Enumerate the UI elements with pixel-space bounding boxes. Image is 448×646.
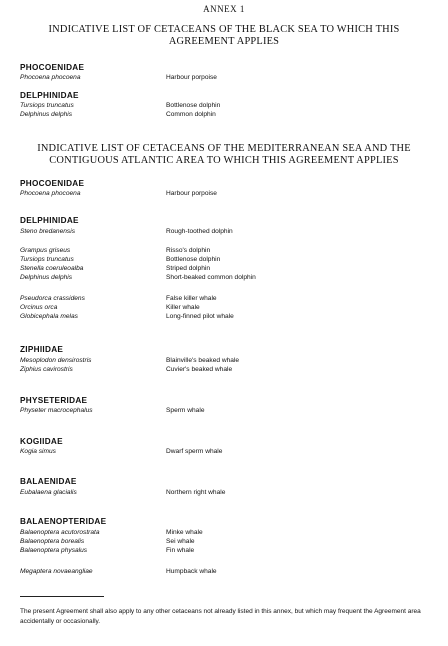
species-row <box>20 189 440 198</box>
family-heading: PHYSETERIDAE <box>20 396 88 405</box>
scientific-name: Balaenoptera acutorostrata <box>20 529 100 536</box>
species-row <box>20 246 440 255</box>
species-row <box>20 312 440 321</box>
common-name: Harbour porpoise <box>166 190 217 197</box>
common-name: Northern right whale <box>166 489 226 496</box>
footnote-rule <box>20 596 104 597</box>
common-name: Dwarf sperm whale <box>166 448 223 455</box>
common-name: Blainville's beaked whale <box>166 357 240 364</box>
common-name: Bottlenose dolphin <box>166 256 221 263</box>
scientific-name: Balaenoptera physalus <box>20 547 88 554</box>
common-name: Long-finned pilot whale <box>166 313 234 320</box>
annex-title: ANNEX 1 <box>203 4 245 14</box>
species-row <box>20 546 440 555</box>
scientific-name: Kogia simus <box>20 448 56 455</box>
family-heading: DELPHINIDAE <box>20 91 79 100</box>
common-name: Killer whale <box>166 304 200 311</box>
species-row <box>20 294 440 303</box>
scientific-name: Grampus griseus <box>20 247 71 254</box>
species-row <box>20 488 440 497</box>
species-row <box>20 356 440 365</box>
scientific-name: Stenella coeruleoalba <box>20 265 84 272</box>
footnote: The present Agreement shall also apply to any other cetaceans not already listed in this annex, but which may frequent the Agreement area accidentally or occasionally. <box>20 608 421 625</box>
scientific-name: Orcinus orca <box>20 304 58 311</box>
common-name: Sei whale <box>166 538 195 545</box>
scientific-name: Tursiops truncatus <box>20 102 74 109</box>
species-row <box>20 255 440 264</box>
family-heading: ZIPHIIDAE <box>20 345 64 354</box>
species-row <box>20 73 440 82</box>
common-name: Bottlenose dolphin <box>166 102 221 109</box>
species-row <box>20 273 440 282</box>
species-row <box>20 101 440 110</box>
scientific-name: Delphinus delphis <box>20 274 73 281</box>
common-name: Sperm whale <box>166 407 205 414</box>
species-row <box>20 227 440 236</box>
family-heading: BALAENIDAE <box>20 477 77 486</box>
species-row <box>20 303 440 312</box>
common-name: Harbour porpoise <box>166 74 217 81</box>
scientific-name: Eubalaena glacialis <box>20 489 77 496</box>
species-row <box>20 406 440 415</box>
common-name: Fin whale <box>166 547 195 554</box>
mediterranean-heading: INDICATIVE LIST OF CETACEANS OF THE MEDITERRANEAN SEA AND THE CONTIGUOUS ATLANTIC AREA TO WHICH THIS AGREEMENT APPLIES <box>37 143 411 166</box>
common-name: Minke whale <box>166 529 203 536</box>
family-heading: PHOCOENIDAE <box>20 179 85 188</box>
scientific-name: Steno bredanensis <box>20 228 75 235</box>
species-row <box>20 110 440 119</box>
scientific-name: Ziphius cavirostris <box>20 366 73 373</box>
scientific-name: Phocoena phocoena <box>20 190 81 197</box>
common-name: Humpback whale <box>166 568 217 575</box>
black-sea-heading: INDICATIVE LIST OF CETACEANS OF THE BLACK SEA TO WHICH THIS AGREEMENT APPLIES <box>48 24 400 47</box>
scientific-name: Mesoplodon densirostris <box>20 357 92 364</box>
common-name: Short-beaked common dolphin <box>166 274 256 281</box>
species-row <box>20 567 440 576</box>
common-name: Cuvier's beaked whale <box>166 366 233 373</box>
family-heading: DELPHINIDAE <box>20 216 79 225</box>
common-name: Common dolphin <box>166 111 216 118</box>
scientific-name: Delphinus delphis <box>20 111 73 118</box>
species-row <box>20 365 440 374</box>
scientific-name: Pseudorca crassidens <box>20 295 85 302</box>
scientific-name: Phocoena phocoena <box>20 74 81 81</box>
species-row <box>20 264 440 273</box>
scientific-name: Globicephala melas <box>20 313 78 320</box>
scientific-name: Tursiops truncatus <box>20 256 74 263</box>
family-heading: PHOCOENIDAE <box>20 63 85 72</box>
common-name: Risso's dolphin <box>166 247 211 254</box>
common-name: Striped dolphin <box>166 265 210 272</box>
species-row <box>20 528 440 537</box>
scientific-name: Megaptera novaeangliae <box>20 568 93 575</box>
species-row <box>20 537 440 546</box>
scientific-name: Physeter macrocephalus <box>20 407 93 414</box>
common-name: Rough-toothed dolphin <box>166 228 233 235</box>
family-heading: BALAENOPTERIDAE <box>20 517 107 526</box>
common-name: False killer whale <box>166 295 217 302</box>
species-row <box>20 447 440 456</box>
family-heading: KOGIIDAE <box>20 437 63 446</box>
scientific-name: Balaenoptera borealis <box>20 538 85 545</box>
